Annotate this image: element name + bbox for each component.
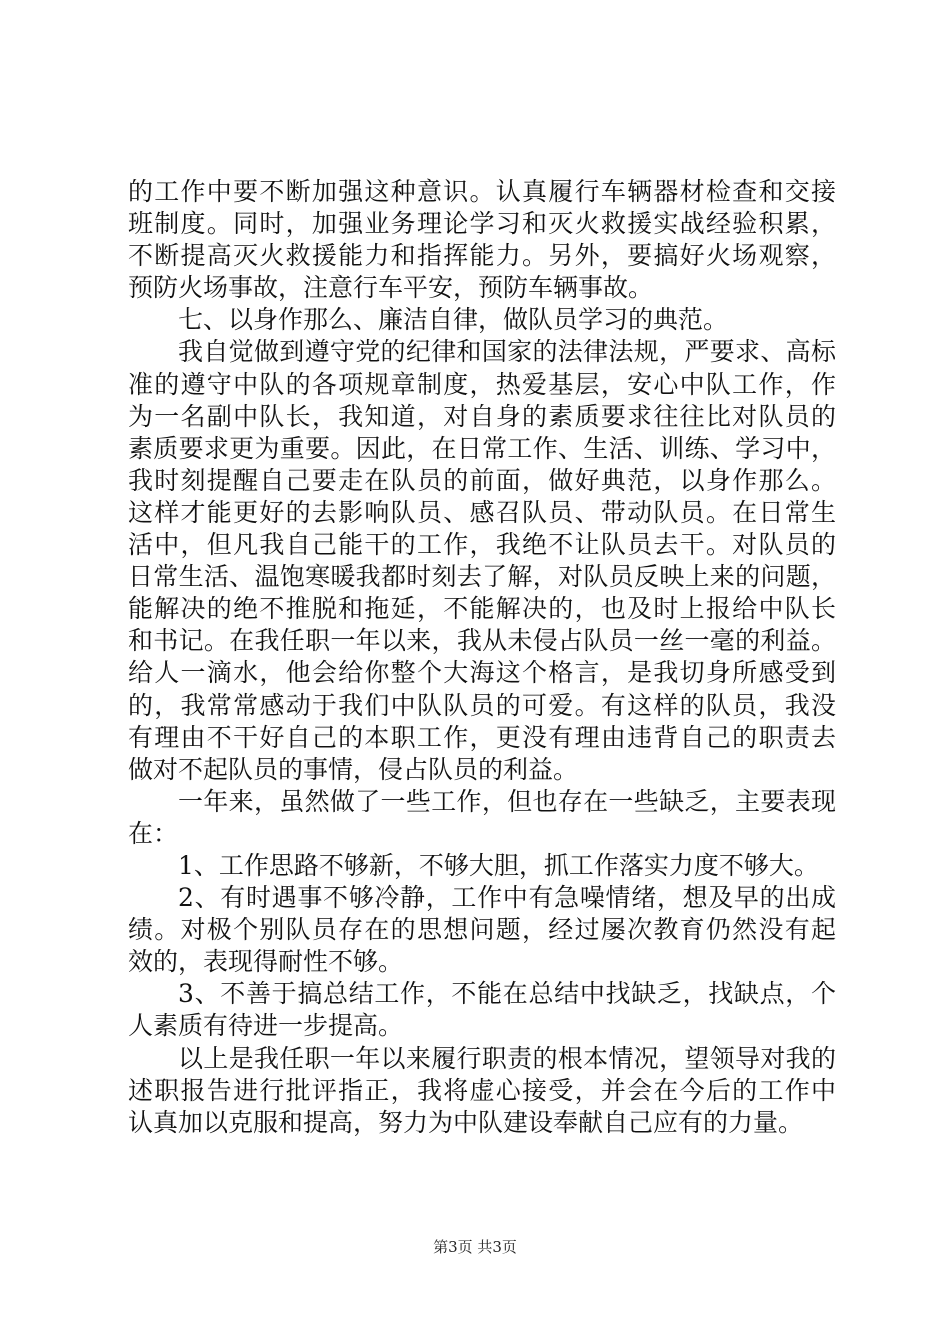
text-line: 一年来，虽然做了一些工作，但也存在一些缺乏，主要表现 — [178, 786, 836, 816]
text-line: 的工作中要不断加强这种意识。认真履行车辆器材检查和交接 — [128, 177, 836, 206]
text-line: 日常生活、温饱寒暖我都时刻去了解，对队员反映上来的问题， — [128, 562, 836, 592]
text-line: 做对不起队员的事情，侵占队员的利益。 — [128, 754, 579, 784]
text-line: 在： — [128, 818, 179, 848]
text-line: 活中，但凡我自己能干的工作，我绝不让队员去干。对队员的 — [128, 530, 836, 560]
text-line: 述职报告进行批评指正，我将虚心接受，并会在今后的工作中 — [128, 1075, 836, 1105]
text-line: 素质要求更为重要。因此，在日常工作、生活、训练、学习中， — [128, 433, 836, 463]
text-line: 这样才能更好的去影响队员、感召队员、带动队员。在日常生 — [128, 497, 836, 527]
text-line: 绩。对极个别队员存在的思想问题，经过屡次教育仍然没有起 — [128, 915, 836, 945]
list-item: 2、有时遇事不够冷静，工作中有急噪情绪，想及早的出成 — [178, 883, 836, 913]
page-number-footer: 第3页 共3页 — [433, 1238, 517, 1256]
text-line: 认真加以克服和提高，努力为中队建设奉献自己应有的力量。 — [128, 1107, 804, 1137]
text-line: 效的，表现得耐性不够。 — [128, 947, 404, 977]
text-line: 人素质有待进一步提高。 — [128, 1011, 404, 1041]
text-line: 为一名副中队长，我知道，对自身的素质要求往往比对队员的 — [128, 401, 836, 431]
text-line: 的，我常常感动于我们中队队员的可爱。有这样的队员，我没 — [128, 690, 836, 720]
text-line: 我自觉做到遵守党的纪律和国家的法律法规，严要求、高标 — [178, 337, 836, 367]
text-line: 能解决的绝不推脱和拖延，不能解决的，也及时上报给中队长 — [128, 594, 836, 624]
text-line: 准的遵守中队的各项规章制度，热爱基层，安心中队工作，作 — [128, 369, 836, 399]
text-line: 班制度。同时，加强业务理论学习和灭火救援实战经验积累， — [128, 209, 836, 239]
text-line: 有理由不干好自己的本职工作，更没有理由违背自己的职责去 — [128, 722, 836, 752]
text-line: 预防火场事故，注意行车平安，预防车辆事故。 — [128, 273, 654, 303]
section-heading: 七、以身作那么、廉洁自律，做队员学习的典范。 — [178, 305, 729, 335]
document-body — [128, 176, 836, 1139]
text-line: 给人一滴水，他会给你整个大海这个格言，是我切身所感受到 — [128, 658, 836, 688]
text-line: 和书记。在我任职一年以来，我从未侵占队员一丝一毫的利益。 — [128, 626, 836, 656]
text-line: 以上是我任职一年以来履行职责的根本情况，望领导对我的 — [178, 1043, 836, 1073]
list-item: 1、工作思路不够新，不够大胆，抓工作落实力度不够大。 — [178, 850, 819, 880]
text-line: 不断提高灭火救援能力和指挥能力。另外，要搞好火场观察， — [128, 241, 836, 271]
text-line: 我时刻提醒自己要走在队员的前面，做好典范，以身作那么。 — [128, 465, 836, 495]
list-item: 3、不善于搞总结工作，不能在总结中找缺乏，找缺点，个 — [178, 979, 836, 1009]
